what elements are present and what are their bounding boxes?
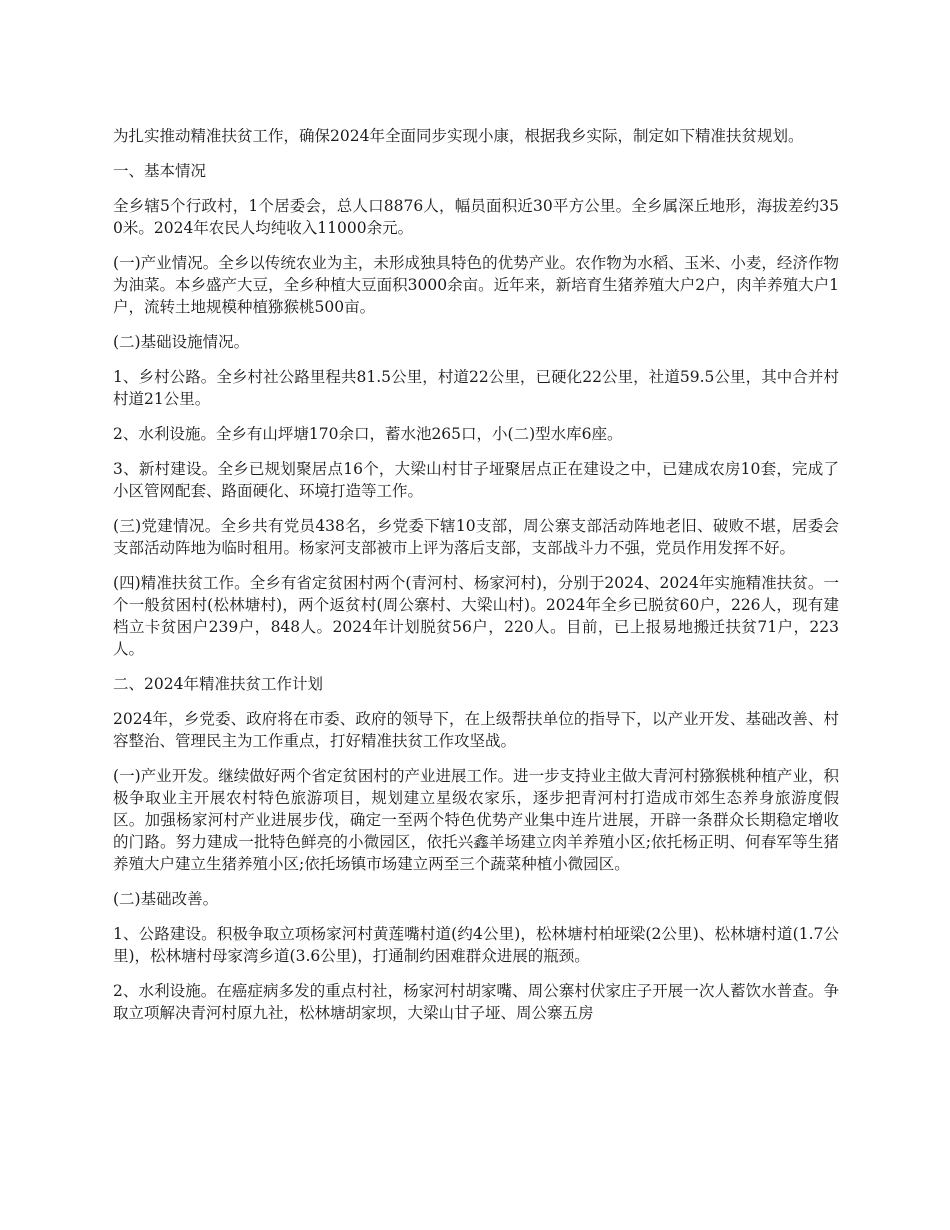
paragraph-party-building: (三)党建情况。全乡共有党员438名，乡党委下辖10支部，周公寨支部活动阵地老旧、破败不堪，居委会支部活动阵地为临时租用。杨家河支部被市上评为落后支部，支部战斗力不强，党员作用发挥不好。 — [113, 517, 839, 557]
paragraph-industry: (一)产业情况。全乡以传统农业为主，未形成独具特色的优势产业。农作物为水稻、玉米、小麦，经济作物为油菜。本乡盛产大豆，全乡种植大豆面积3000余亩。近年来，新培育生猪养殖大户2户，肉羊养殖大户1户，流转土地规模种植猕猴桃500亩。 — [113, 254, 839, 316]
document-page — [113, 125, 839, 1037]
paragraph-industry-development: (一)产业开发。继续做好两个省定贫困村的产业进展工作。进一步支持业主做大青河村猕猴桃种植产业，积极争取业主开展农村特色旅游项目，规划建立星级农家乐，逐步把青河村打造成市郊生态养身旅游度假区。加强杨家河村产业进展步伐，确定一至两个特色优势产业集中连片进展，开辟一条群众长期稳定增收的门路。努力建成一批特色鲜亮的小微园区，依托兴鑫羊场建立肉羊养殖小区;依托杨正明、何春军等生猪养殖大户建立生猪养殖小区;依托场镇市场建立两至三个蔬菜种植小微园区。 — [113, 767, 839, 873]
subheading-infrastructure: (二)基础设施情况。 — [113, 333, 250, 351]
paragraph-water-facilities: 2、水利设施。在癌症病多发的重点村社，杨家河村胡家嘴、周公寨村伏家庄子开展一次人蓄饮水普查。争取立项解决青河村原九社，松林塘胡家坝，大梁山甘子垭、周公寨五房 — [113, 982, 839, 1022]
subheading-infrastructure-improvement: (二)基础改善。 — [113, 890, 219, 908]
section-heading-basic-situation: 一、基本情况 — [113, 162, 207, 180]
section-heading-work-plan: 二、2024年精准扶贫工作计划 — [113, 675, 323, 693]
paragraph-new-village: 3、新村建设。全乡已规划聚居点16个，大梁山村甘子垭聚居点正在建设之中，已建成农房10套，完成了小区管网配套、路面硬化、环境打造等工作。 — [113, 460, 839, 500]
paragraph-plan-intro: 2024年，乡党委、政府将在市委、政府的领导下，在上级帮扶单位的指导下，以产业开发、基础改善、村容整治、管理民主为工作重点，打好精准扶贫工作攻坚战。 — [113, 710, 839, 750]
paragraph-poverty-work: (四)精准扶贫工作。全乡有省定贫困村两个(青河村、杨家河村)，分别于2024、2024年实施精准扶贫。一个一般贫困村(松林塘村)，两个返贫村(周公寨村、大梁山村)。2024年全乡已脱贫60户，226人，现有建档立卡贫困户239户，848人。2024年计划脱贫56户，220人。目前，已上报易地搬迁扶贫71户，223人。 — [113, 574, 839, 658]
paragraph-roads: 1、乡村公路。全乡村社公路里程共81.5公里，村道22公里，已硬化22公里，社道59.5公里，其中合并村村道21公里。 — [113, 368, 839, 408]
paragraph-overview: 全乡辖5个行政村，1个居委会，总人口8876人，幅员面积近30平方公里。全乡属深丘地形，海拔差约350米。2024年农民人均纯收入11000余元。 — [113, 197, 839, 237]
intro-paragraph: 为扎实推动精准扶贫工作，确保2024年全面同步实现小康，根据我乡实际，制定如下精准扶贫规划。 — [113, 127, 804, 145]
paragraph-road-construction: 1、公路建设。积极争取立项杨家河村黄莲嘴村道(约4公里)，松林塘村柏垭梁(2公里)、松林塘村道(1.7公里)，松林塘村母家湾乡道(3.6公里)，打通制约困难群众进展的瓶颈。 — [113, 925, 839, 965]
paragraph-water: 2、水利设施。全乡有山坪塘170余口，蓄水池265口，小(二)型水库6座。 — [113, 425, 623, 443]
